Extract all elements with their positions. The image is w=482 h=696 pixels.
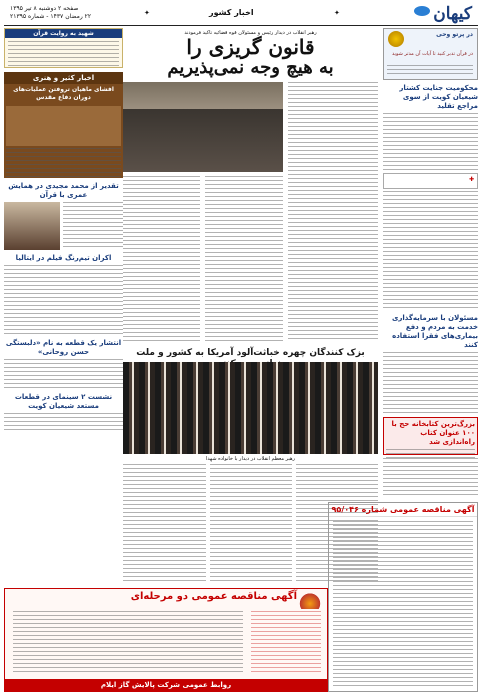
flame-logo-icon xyxy=(299,591,321,609)
ad-title: آگهی مناقصه عمومی شماره ۹۵/۰۴۶ xyxy=(329,503,477,517)
quote-text: در قرآن تدبر کنید تا آیات آن مدتر شوید xyxy=(392,51,473,57)
plus-icon: ✚ xyxy=(468,176,474,183)
tender-ad-bottom xyxy=(4,588,328,692)
main-headline-line-2: به هیچ وجه نمی‌پذیریم xyxy=(167,57,334,78)
dateline xyxy=(10,5,91,21)
mini-banner xyxy=(383,173,478,189)
newspaper-logo: کیهان xyxy=(433,4,472,24)
story-body xyxy=(383,458,478,498)
dateline-1: صفحه ۲ دوشنبه ۸ تیر ۱۳۹۵ xyxy=(10,5,79,12)
main-headline-line-1: قانون گریزی را xyxy=(186,35,315,59)
ad-body xyxy=(333,521,473,686)
ad-list xyxy=(251,611,321,673)
tender-ad-right xyxy=(328,502,478,692)
story-title-hajj: بزرگ‌ترین کتابخانه حج با ۱۰۰ عنوان کتاب راه‌اندازی شد xyxy=(391,420,475,446)
story-body xyxy=(383,191,478,311)
dateline-2: ۲۲ رمضان ۱۴۳۷ - شماره ۲۱۳۹۵ xyxy=(10,13,92,20)
box-body xyxy=(63,202,123,250)
box-subtitle: افشای ماهیان تروفتن عملیات‌های دوران دفاع مقدس xyxy=(13,86,114,101)
box-title: اخبار کثیر و هنری xyxy=(4,72,123,84)
second-headline: بزک کنندگان چهره خباثت‌آلود آمریکا به کشور و ملت xyxy=(136,348,365,358)
photo-caption: رهبر معظم انقلاب در دیدار با خانواده شهدا xyxy=(206,456,295,462)
box-body xyxy=(4,359,123,389)
star-icon: ✦ xyxy=(144,9,150,17)
quote-box xyxy=(383,28,478,80)
main-story-body xyxy=(123,176,200,342)
story-title-rouhani: انتشار یک قطعه به نام «دلبستگی حسن روحانی» xyxy=(5,339,122,356)
main-story-body xyxy=(205,176,283,342)
headline-kicker: رهبر انقلاب در دیدار رئیس و مسئولان قوه قضائیه تاکید فرمودند xyxy=(184,30,317,36)
quran-martyr-box xyxy=(4,28,123,68)
box-body xyxy=(8,41,119,69)
box-body xyxy=(6,148,121,178)
hajj-library-box xyxy=(383,417,478,455)
leader-meeting-photo xyxy=(123,82,283,172)
box-title: شهید به روایت قرآن xyxy=(5,29,122,38)
main-story-body xyxy=(288,82,378,342)
box-body xyxy=(4,413,123,433)
story-title-cinema: نشست ۲ سینمای در قطعات مستعد شیعیان کویت xyxy=(14,393,113,410)
portrait-photo xyxy=(4,202,60,250)
quote-body xyxy=(387,65,473,77)
second-story-body xyxy=(123,464,206,584)
story-title-kuwait: محکومیت جنایت کشتار شیعیان کویت از سوی مراجع تقلید xyxy=(399,84,478,110)
ad-footer: روابط عمومی شرکت پالایش گاز ایلام xyxy=(5,679,327,691)
ad-body xyxy=(13,611,243,673)
second-story-body xyxy=(210,464,292,584)
majidi-story xyxy=(4,202,123,250)
quote-title: در پرتو وحی xyxy=(436,31,473,38)
story-title-officials: مسئولان با سرمایه‌گذاری خدمت به مردم و دفع بیماری‌های فقرا استفاده کنند xyxy=(391,314,478,349)
right-column xyxy=(383,28,478,498)
masthead xyxy=(4,4,478,26)
box-body xyxy=(4,265,123,335)
story-body xyxy=(383,352,478,414)
star-icon: ✦ xyxy=(334,9,340,17)
audience-photo xyxy=(123,362,378,454)
story-title-majidi: تقدیر از محمد مجیدی در همایش عمری با قرآن xyxy=(8,182,119,199)
story-title-italy: اکران تیم‌رنگ فیلم در ایتالیا xyxy=(15,254,112,262)
left-column xyxy=(4,28,123,433)
story-body xyxy=(383,113,478,171)
culture-box xyxy=(4,72,123,178)
section-title: اخبار کشور xyxy=(209,8,254,17)
logo-badge-icon xyxy=(414,6,430,16)
culture-image xyxy=(6,106,121,146)
sun-emblem-icon xyxy=(388,31,404,47)
ad-title: آگهی مناقصه عمومی دو مرحله‌ای xyxy=(130,591,297,602)
